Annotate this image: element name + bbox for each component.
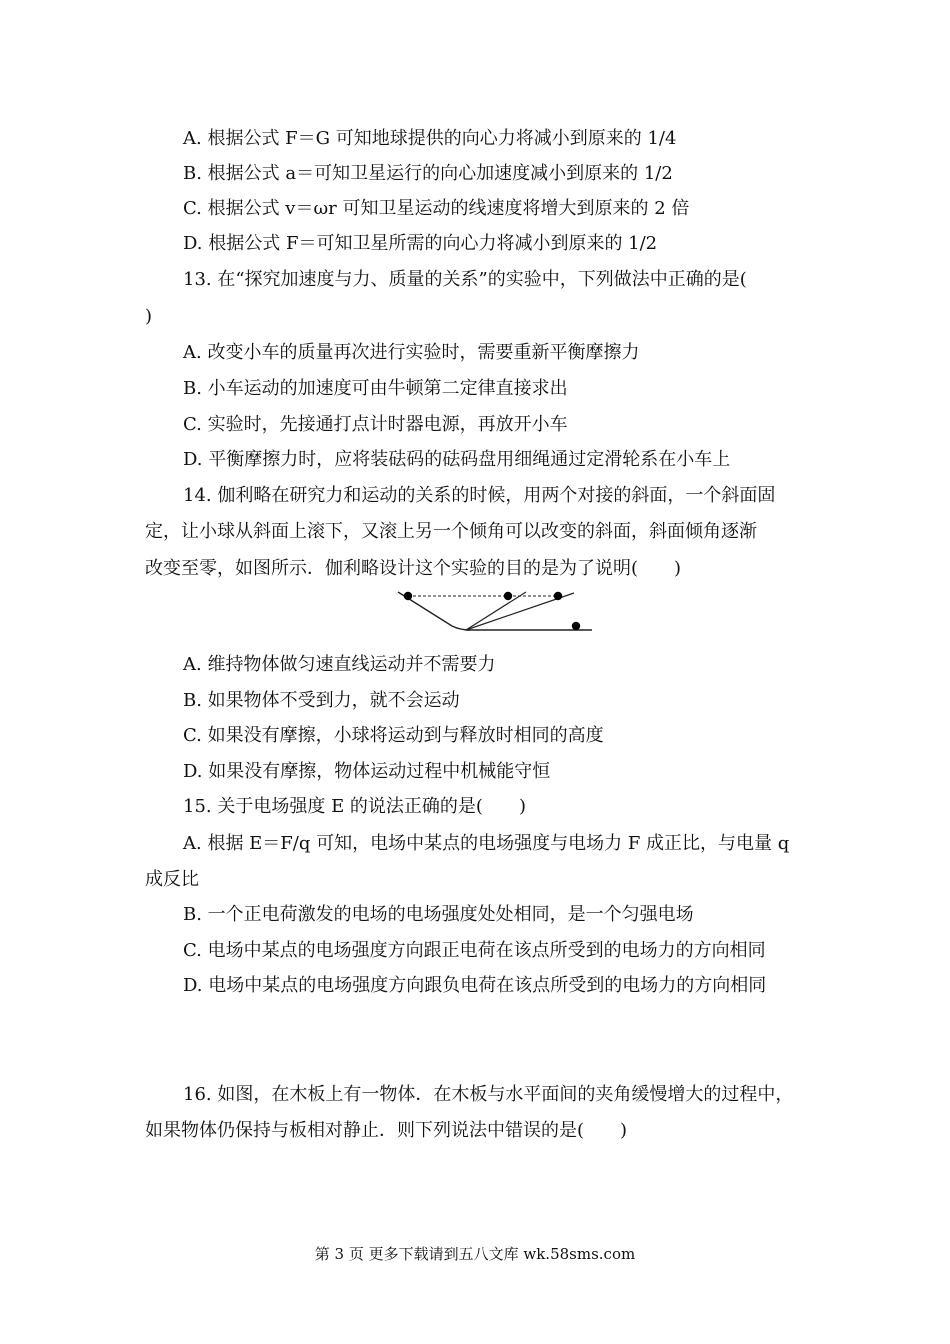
q12-option-a: A. 根据公式 F＝G 可知地球提供的向心力将减小到原来的 1/4 <box>183 128 677 149</box>
ball-horizontal <box>572 622 580 630</box>
ball-start <box>404 592 412 600</box>
q15-option-c: C. 电场中某点的电场强度方向跟正电荷在该点所受到的电场力的方向相同 <box>183 940 766 961</box>
q15-option-b: B. 一个正电荷激发的电场的电场强度处处相同，是一个匀强电场 <box>183 904 694 925</box>
q15-option-a-line2: 成反比 <box>145 869 199 890</box>
q12-option-c: C. 根据公式 v＝ωr 可知卫星运动的线速度将增大到原来的 2 倍 <box>183 198 690 219</box>
q14-option-d: D. 如果没有摩擦，物体运动过程中机械能守恒 <box>183 761 551 782</box>
q15-stem: 15. 关于电场强度 E 的说法正确的是( ) <box>183 796 526 817</box>
q16-stem-line2: 如果物体仍保持与板相对静止．则下列说法中错误的是( ) <box>145 1120 628 1141</box>
q13-option-c: C. 实验时，先接通打点计时器电源，再放开小车 <box>183 414 568 435</box>
q16-stem-line1: 16. 如图，在木板上有一物体．在木板与水平面间的夹角缓慢增大的过程中， <box>183 1084 794 1105</box>
ball-shallow-incline <box>554 592 562 600</box>
q13-stem-line2: ) <box>145 306 153 327</box>
q12-option-d: D. 根据公式 F＝可知卫星所需的向心力将减小到原来的 1/2 <box>183 233 658 254</box>
q14-option-a: A. 维持物体做匀速直线运动并不需要力 <box>183 654 496 675</box>
q14-stem-line3: 改变至零，如图所示．伽利略设计这个实验的目的是为了说明( ) <box>145 558 682 579</box>
q13-option-d: D. 平衡摩擦力时，应将装砝码的砝码盘用细绳通过定滑轮系在小车上 <box>183 449 731 470</box>
page-footer: 第 3 页 更多下载请到五八文库 wk.58sms.com <box>314 1245 636 1263</box>
right-incline-steep <box>466 592 526 630</box>
galileo-incline-figure <box>390 584 600 640</box>
q14-stem-line1: 14. 伽利略在研究力和运动的关系的时候，用两个对接的斜面，一个斜面固 <box>183 485 776 506</box>
q14-option-c: C. 如果没有摩擦，小球将运动到与释放时相同的高度 <box>183 725 604 746</box>
q13-option-b: B. 小车运动的加速度可由牛顿第二定律直接求出 <box>183 378 568 399</box>
q12-option-b: B. 根据公式 a＝可知卫星运行的向心加速度减小到原来的 1/2 <box>183 163 673 184</box>
ball-steep-incline <box>504 592 512 600</box>
q15-option-d: D. 电场中某点的电场强度方向跟负电荷在该点所受到的电场力的方向相同 <box>183 975 767 996</box>
q15-option-a-line1: A. 根据 E＝F/q 可知，电场中某点的电场强度与电场力 F 成正比，与电量 q <box>183 833 790 854</box>
q14-option-b: B. 如果物体不受到力，就不会运动 <box>183 690 460 711</box>
incline-diagram <box>390 584 600 636</box>
q13-stem-line1: 13. 在“探究加速度与力、质量的关系”的实验中，下列做法中正确的是( <box>183 269 747 290</box>
q14-stem-line2: 定，让小球从斜面上滚下，又滚上另一个倾角可以改变的斜面，斜面倾角逐渐 <box>145 521 757 542</box>
q13-option-a: A. 改变小车的质量再次进行实验时，需要重新平衡摩擦力 <box>183 342 640 363</box>
